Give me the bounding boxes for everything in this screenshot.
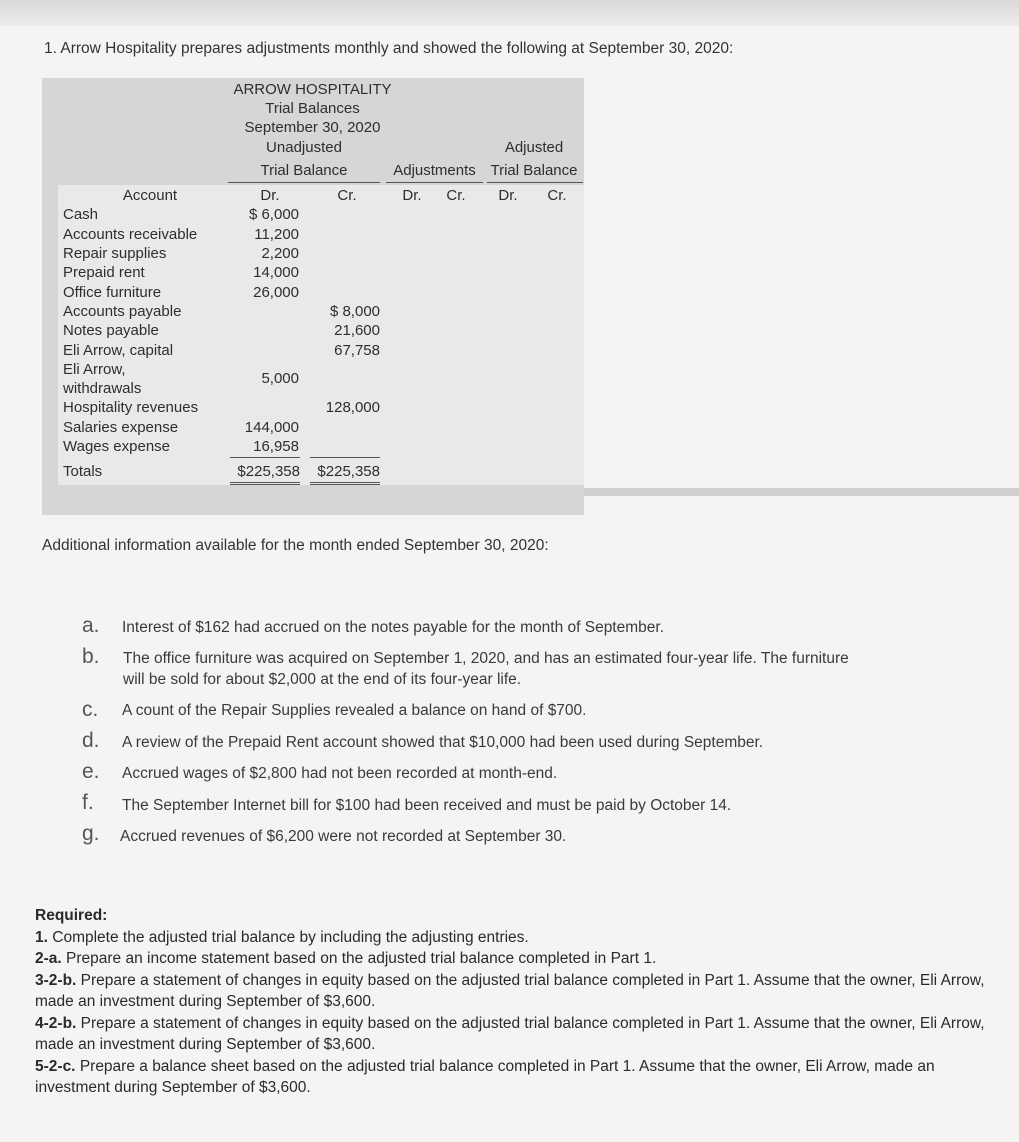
unadjusted-cr: 67,758 (334, 342, 380, 359)
unadjusted-cr: 21,600 (334, 322, 380, 339)
item-letter: c. (82, 698, 99, 721)
account-name: Eli Arrow, capital (63, 342, 174, 359)
header-unadjusted-tb: Trial Balance (260, 162, 348, 179)
header-dr: Dr. (402, 187, 422, 204)
account-name: Wages expense (63, 438, 171, 455)
account-name: Prepaid rent (63, 264, 145, 281)
panel-divider (584, 488, 1019, 496)
item-text: The office furniture was acquired on September 1, 2020, and has an estimated four-year life. The furniture (123, 650, 849, 667)
account-name-cont: withdrawals (63, 380, 142, 397)
header-dr: Dr. (260, 187, 280, 204)
header-adjustments: Adjustments (393, 162, 476, 179)
unadjusted-dr: $ 6,000 (248, 206, 299, 223)
unadjusted-dr: 5,000 (261, 370, 299, 387)
unadjusted-cr: $ 8,000 (329, 303, 380, 320)
header-unadjusted: Unadjusted (266, 139, 342, 156)
required-item (35, 970, 985, 1013)
required-text: Complete the adjusted trial balance by including the adjusting entries. (52, 928, 529, 946)
required-item (35, 1056, 985, 1099)
additional-info-title: Additional information available for the month ended September 30, 2020: (42, 537, 549, 554)
statement-title: Trial Balances (265, 100, 360, 117)
unadjusted-dr: 26,000 (253, 284, 299, 301)
required-text: Prepare a statement of changes in equity based on the adjusted trial balance completed in Part 1. Assume that the owner, Eli Arrow, made an investment during September of $3,600. (35, 971, 985, 1010)
item-text: Accrued wages of $2,800 had not been recorded at month-end. (122, 765, 558, 782)
unadjusted-dr: 144,000 (244, 419, 299, 436)
item-letter: g. (82, 822, 100, 845)
item-text: Accrued revenues of $6,200 were not recorded at September 30. (120, 828, 567, 845)
required-text: Prepare a statement of changes in equity based on the adjusted trial balance completed in Part 1. Assume that the owner, Eli Arrow, made an investment during September of $3,600. (35, 1014, 985, 1053)
unadjusted-dr: 16,958 (253, 438, 299, 455)
required-item (35, 948, 985, 970)
item-text: A review of the Prepaid Rent account showed that $10,000 had been used during September. (122, 734, 764, 751)
account-name: Cash (63, 206, 99, 223)
header-account: Account (122, 187, 178, 204)
item-letter: a. (82, 614, 100, 637)
item-letter: f. (82, 791, 94, 814)
total-cr: $225,358 (317, 463, 380, 480)
item-text: Interest of $162 had accrued on the notes payable for the month of September. (122, 619, 665, 636)
header-cr: Cr. (337, 187, 357, 204)
account-name: Accounts payable (63, 303, 182, 320)
header-rule (386, 182, 483, 183)
total-rule (310, 457, 380, 458)
account-name: Salaries expense (63, 419, 179, 436)
required-title: Required: (35, 907, 108, 924)
header-cr: Cr. (547, 187, 567, 204)
header-cr: Cr. (446, 187, 466, 204)
header-rule (228, 182, 380, 183)
item-text: A count of the Repair Supplies revealed a balance on hand of $700. (122, 702, 587, 719)
double-rule (310, 484, 380, 485)
item-letter: b. (82, 645, 100, 668)
unadjusted-dr: 11,200 (254, 226, 299, 243)
total-dr: $225,358 (237, 463, 300, 480)
required-text: Prepare an income statement based on the adjusted trial balance completed in Part 1. (66, 950, 657, 967)
unadjusted-cr: 128,000 (325, 399, 380, 416)
required-label: 2-a. (35, 950, 62, 967)
required-item (35, 1013, 985, 1056)
required-text: Prepare a balance sheet based on the adjusted trial balance completed in Part 1. Assume that the owner, Eli Arrow, made an investment during September of $3,600. (35, 1057, 935, 1096)
required-label: 4-2-b. (35, 1014, 77, 1032)
item-text: The September Internet bill for $100 had been received and must be paid by October 14. (122, 797, 732, 814)
unadjusted-dr: 14,000 (253, 264, 299, 281)
required-section (35, 905, 985, 1099)
item-letter: d. (82, 729, 100, 752)
totals-label: Totals (63, 463, 103, 480)
header-dr: Dr. (498, 187, 518, 204)
account-name: Hospitality revenues (63, 399, 199, 416)
double-rule (230, 484, 300, 485)
double-rule (310, 482, 380, 483)
required-label: 5-2-c. (35, 1057, 76, 1075)
total-rule (230, 457, 300, 458)
required-label: 1. (35, 928, 48, 946)
account-name: Eli Arrow, (63, 361, 126, 378)
account-name: Repair supplies (63, 245, 167, 262)
header-adjusted: Adjusted (504, 139, 564, 156)
account-name: Accounts receivable (63, 226, 198, 243)
header-adjusted-tb: Trial Balance (490, 162, 578, 179)
item-text-cont: will be sold for about $2,000 at the end of its four-year life. (123, 671, 522, 688)
required-label: 3-2-b. (35, 971, 77, 989)
account-name: Office furniture (63, 284, 162, 301)
top-band (0, 0, 1019, 26)
company-name: ARROW HOSPITALITY (233, 81, 392, 98)
double-rule (230, 482, 300, 483)
item-letter: e. (82, 760, 100, 783)
question-intro: 1. Arrow Hospitality prepares adjustments monthly and showed the following at September 30, 2020: (44, 40, 734, 57)
account-name: Notes payable (63, 322, 159, 339)
statement-date: September 30, 2020 (244, 119, 381, 136)
header-rule (487, 182, 583, 183)
required-item (35, 927, 985, 949)
unadjusted-dr: 2,200 (261, 245, 299, 262)
